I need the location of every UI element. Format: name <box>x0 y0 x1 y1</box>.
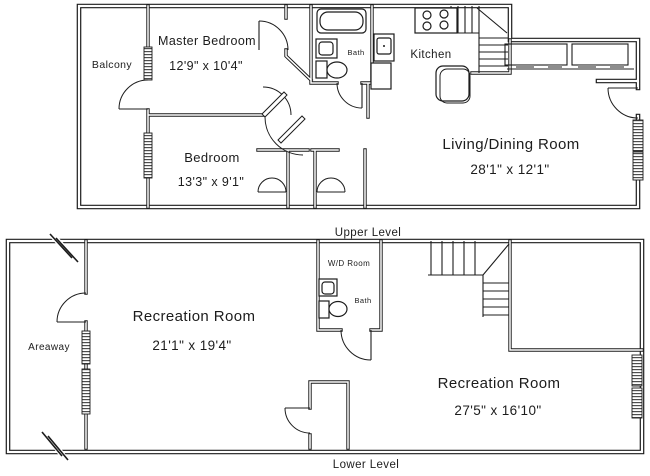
window-bedroom-left <box>144 133 152 178</box>
label-bath-upper: Bath <box>347 48 365 57</box>
window-areaway-1 <box>82 331 90 364</box>
label-wd-room: W/D Room <box>327 259 371 268</box>
label-bedroom-dims: 13'3" x 9'1" <box>177 175 245 189</box>
label-recreation-right: Recreation Room <box>437 375 561 392</box>
label-kitchen: Kitchen <box>410 49 452 61</box>
label-bedroom: Bedroom <box>184 150 240 165</box>
label-living-dining: Living/Dining Room <box>442 136 580 153</box>
bathtub-icon <box>317 9 366 33</box>
window-recreation-right-1 <box>632 355 642 386</box>
label-recreation-left-dims: 21'1" x 19'4" <box>152 338 232 353</box>
label-balcony: Balcony <box>91 59 133 71</box>
label-upper-level: Upper Level <box>334 227 402 239</box>
label-areaway: Areaway <box>28 342 70 353</box>
window-recreation-right-2 <box>632 388 642 418</box>
window-living-right <box>633 120 643 180</box>
sink-lower-icon <box>319 279 337 296</box>
toilet-upper-icon <box>316 61 347 78</box>
label-recreation-left: Recreation Room <box>132 308 256 325</box>
label-living-dining-dims: 28'1" x 12'1" <box>470 162 550 177</box>
window-areaway-2 <box>82 369 90 414</box>
stove-icon <box>415 8 457 33</box>
label-master-bedroom-dims: 12'9" x 10'4" <box>169 59 243 73</box>
kitchen-sink-icon <box>374 34 394 61</box>
kitchen-counter <box>371 63 391 89</box>
label-recreation-right-dims: 27'5" x 16'10" <box>454 403 542 418</box>
label-master-bedroom: Master Bedroom <box>158 34 256 48</box>
refrigerator-icon <box>436 66 470 103</box>
window-balcony <box>144 47 152 80</box>
sink-upper-icon <box>316 39 337 58</box>
label-lower-level: Lower Level <box>332 459 400 471</box>
label-bath-lower: Bath <box>354 296 372 305</box>
toilet-lower-icon <box>319 301 347 318</box>
